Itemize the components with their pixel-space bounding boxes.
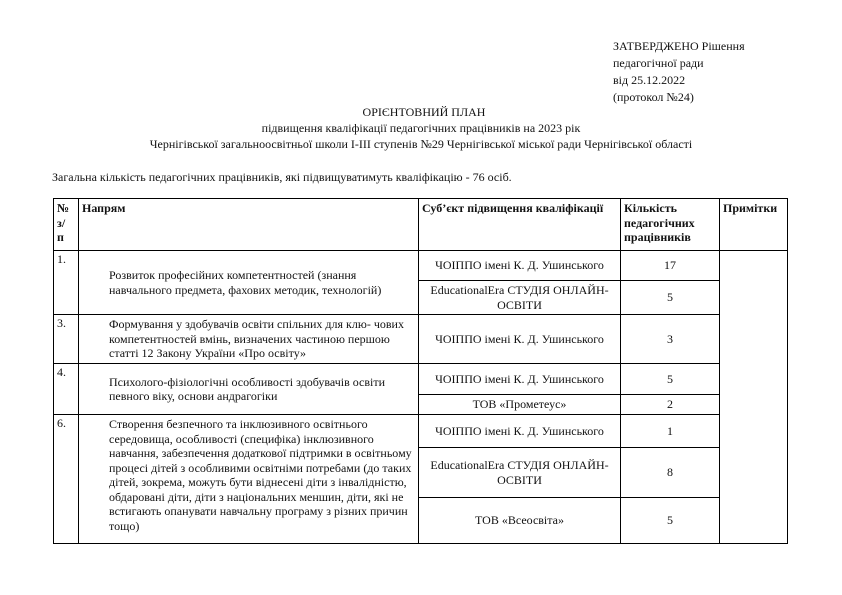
row-direction: Психолого-фізіологічні особливості здобувачів освіти певного віку, основи андрагогіки bbox=[79, 364, 419, 415]
header-direction: Напрям bbox=[79, 199, 419, 251]
header-num: № з/ п bbox=[54, 199, 79, 251]
table-row bbox=[54, 315, 788, 364]
document-subtitle-1: підвищення кваліфікації педагогічних працівників на 2023 рік bbox=[261, 121, 581, 135]
row-subject: ТОВ «Прометеус» bbox=[419, 395, 621, 415]
approval-line-3: від 25.12.2022 bbox=[613, 73, 686, 87]
row-count: 5 bbox=[621, 364, 720, 395]
document-subtitle-2: Чернігівської загальноосвітньої школи І-ІІІ ступенів №29 Чернігівської міської ради Чернігівської області bbox=[149, 137, 693, 151]
document-title-block bbox=[0, 104, 842, 152]
row-count: 3 bbox=[621, 315, 720, 364]
table-row bbox=[54, 364, 788, 395]
row-direction: Розвиток професійних компетентностей (знання навчального предмета, фахових методик, технологій) bbox=[79, 251, 419, 315]
row-subject: EducationalEra СТУДІЯ ОНЛАЙН-ОСВІТИ bbox=[419, 448, 621, 498]
table-row bbox=[54, 251, 788, 281]
row-subject: EducationalEra СТУДІЯ ОНЛАЙН-ОСВІТИ bbox=[419, 281, 621, 315]
notes-cell bbox=[720, 251, 788, 544]
row-count: 5 bbox=[621, 281, 720, 315]
header-count: Кількість педагогічних працівників bbox=[621, 199, 720, 251]
row-count: 2 bbox=[621, 395, 720, 415]
table-row bbox=[54, 415, 788, 448]
document-title: ОРІЄНТОВНИЙ ПЛАН bbox=[362, 105, 486, 119]
row-subject: ЧОІППО імені К. Д. Ушинського bbox=[419, 315, 621, 364]
row-count: 8 bbox=[621, 448, 720, 498]
row-count: 1 bbox=[621, 415, 720, 448]
header-subject: Суб’єкт підвищення кваліфікації bbox=[419, 199, 621, 251]
row-direction: Створення безпечного та інклюзивного освітнього середовища, особливості (специфіка) інклюзивного навчання, забезпечення додаткової підтримки в освітньому процесі дітей з особливими освітніми потребами (до таких дітей, зокрема, можуть бути віднесені діти з інвалідністю, обдаровані діти, діти з національних меншин, діти, які не встигають опанувати навчальну програму з різних причин тощо) bbox=[79, 415, 419, 544]
approval-line-2: педагогічної ради bbox=[613, 56, 704, 70]
row-number: 3. bbox=[54, 315, 79, 364]
row-number: 1. bbox=[54, 251, 79, 315]
row-subject: ЧОІППО імені К. Д. Ушинського bbox=[419, 251, 621, 281]
plan-table bbox=[53, 198, 788, 544]
row-subject: ТОВ «Всеосвіта» bbox=[419, 498, 621, 544]
row-number: 6. bbox=[54, 415, 79, 544]
row-count: 17 bbox=[621, 251, 720, 281]
header-notes: Примітки bbox=[720, 199, 788, 251]
approval-line-1: ЗАТВЕРДЖЕНО Рішення bbox=[613, 39, 745, 53]
row-number: 4. bbox=[54, 364, 79, 415]
row-direction: Формування у здобувачів освіти спільних для клю- чових компетентностей вмінь, визначених частиною першою статті 12 Закону України «Про освіту» bbox=[79, 315, 419, 364]
total-employees-text: Загальна кількість педагогічних працівників, які підвищуватимуть кваліфікацію - 76 осіб. bbox=[52, 170, 512, 184]
row-subject: ЧОІППО імені К. Д. Ушинського bbox=[419, 415, 621, 448]
row-count: 5 bbox=[621, 498, 720, 544]
row-subject: ЧОІППО імені К. Д. Ушинського bbox=[419, 364, 621, 395]
approval-block bbox=[613, 38, 745, 106]
approval-line-4: (протокол №24) bbox=[613, 90, 694, 104]
